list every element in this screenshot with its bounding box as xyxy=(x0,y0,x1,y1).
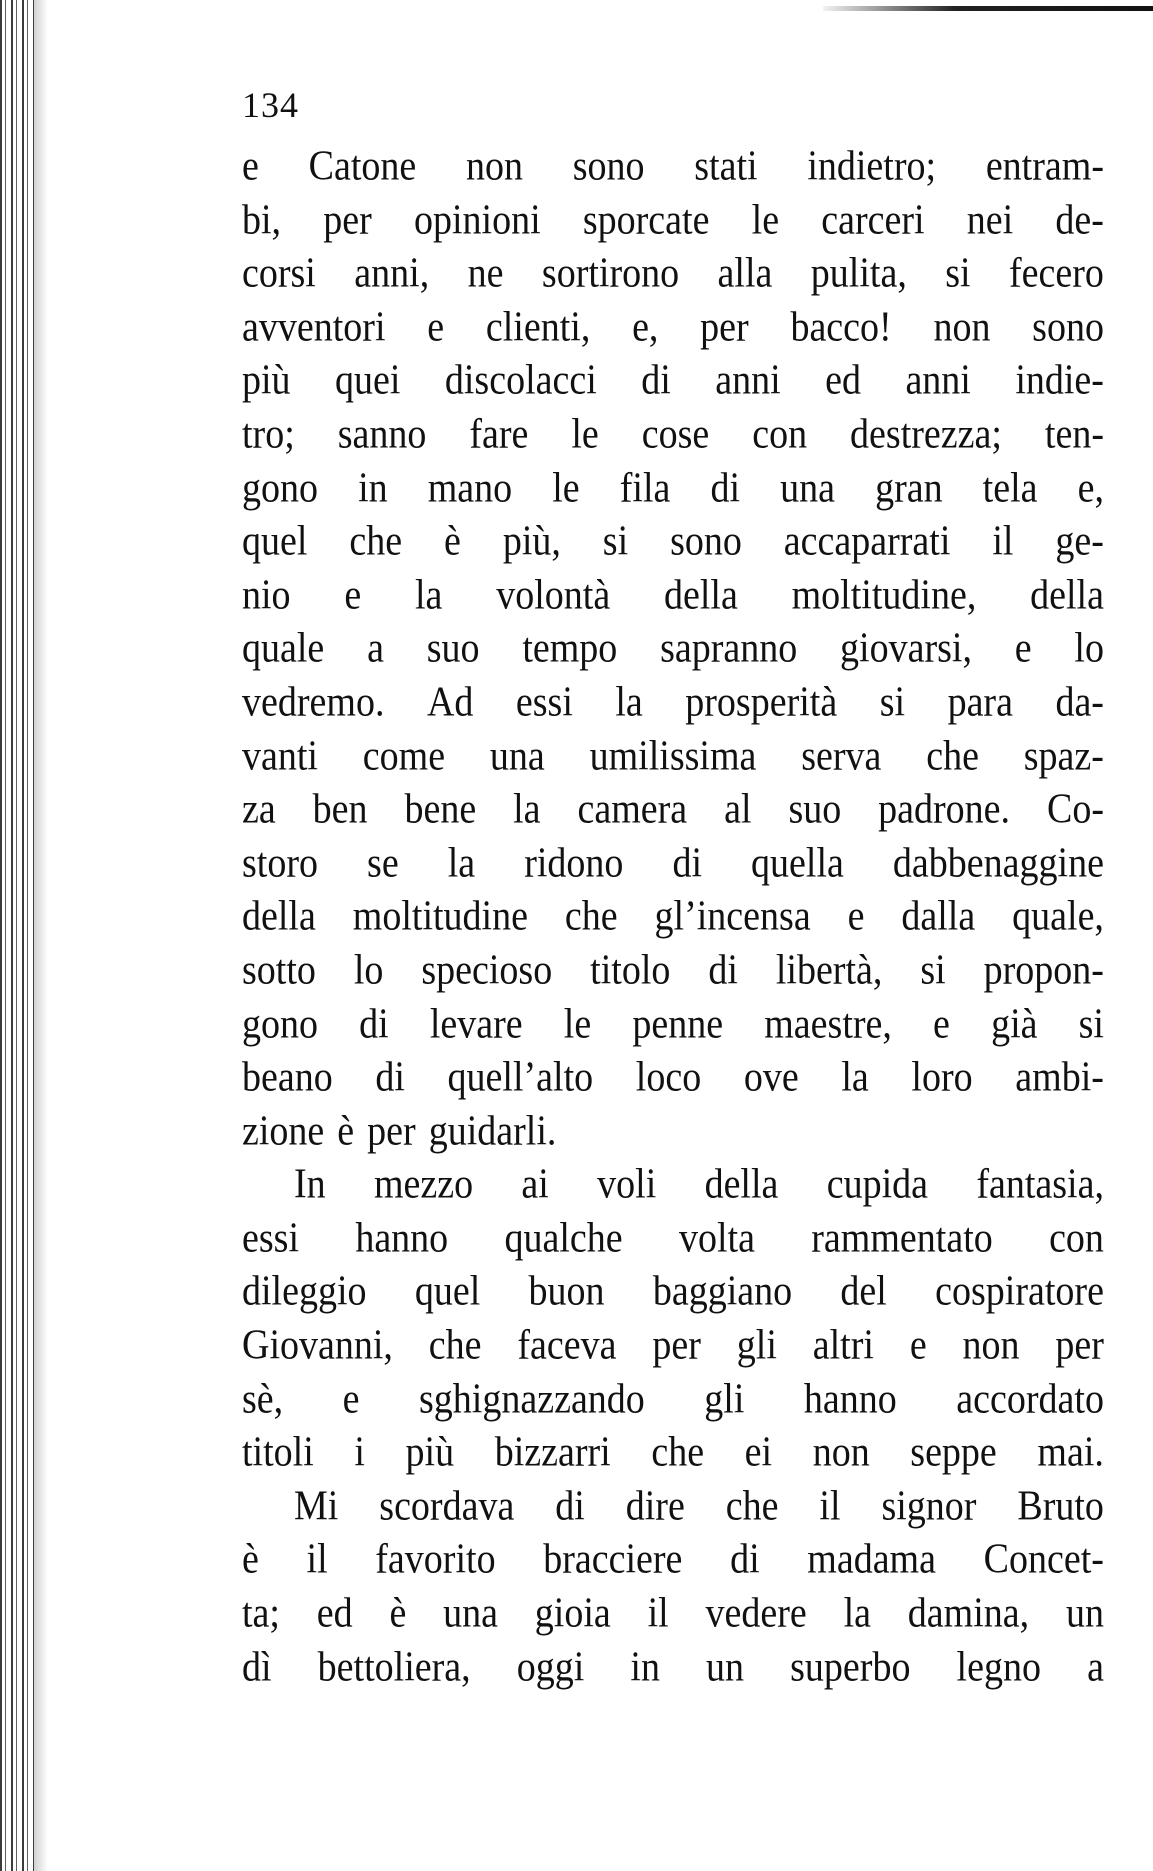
word: gono xyxy=(242,463,318,511)
word: clienti, xyxy=(485,303,591,351)
word: la xyxy=(415,571,443,619)
word: propon- xyxy=(983,946,1104,994)
word: della xyxy=(242,892,316,940)
word: che xyxy=(651,1428,705,1476)
word: de- xyxy=(1055,195,1104,244)
word: è xyxy=(444,517,461,565)
word: specioso xyxy=(421,946,553,994)
word: volontà xyxy=(496,571,611,619)
word: beano xyxy=(242,1053,333,1101)
word: Catone xyxy=(308,142,417,190)
word: za xyxy=(242,785,276,833)
word: levare xyxy=(429,999,523,1047)
text-line xyxy=(242,834,1104,894)
word: di xyxy=(708,946,738,994)
text-line xyxy=(242,405,1104,465)
word: si xyxy=(920,946,946,994)
word: dire xyxy=(625,1482,685,1530)
text-line xyxy=(242,1477,1104,1537)
word: ove xyxy=(743,1053,799,1101)
word: nei xyxy=(966,195,1014,244)
word: nio xyxy=(242,571,291,619)
body-text xyxy=(242,140,1104,1694)
word: para xyxy=(947,678,1013,726)
word: lo xyxy=(1074,624,1104,672)
word: non xyxy=(962,1321,1020,1369)
word: In xyxy=(294,1160,326,1208)
word: mai. xyxy=(1037,1428,1104,1476)
word: ben xyxy=(312,785,368,833)
word: una xyxy=(489,731,545,779)
page-number: 134 xyxy=(242,85,299,125)
word: e, xyxy=(1077,463,1104,511)
word: pulita, xyxy=(810,249,907,297)
word: baggiano xyxy=(652,1267,793,1315)
word: i xyxy=(354,1428,365,1476)
word: e xyxy=(427,303,445,351)
word: accordato xyxy=(956,1375,1104,1423)
word: più xyxy=(242,356,291,404)
word: si xyxy=(1078,999,1104,1047)
word: si xyxy=(879,678,906,726)
word: di xyxy=(710,463,741,511)
word: e xyxy=(242,142,259,190)
word: suo xyxy=(426,624,480,672)
word: accaparrati xyxy=(783,517,951,565)
word: il xyxy=(647,1589,669,1637)
text-line xyxy=(242,351,1104,411)
word: sono xyxy=(572,142,645,190)
word: storo xyxy=(242,839,318,887)
text-line xyxy=(242,726,1104,786)
word: tro; xyxy=(242,410,295,458)
gutter-shadow xyxy=(34,0,48,1871)
word: Giovanni, xyxy=(242,1321,393,1369)
word: sanno xyxy=(337,410,427,458)
word: cupida xyxy=(826,1160,929,1208)
word: la xyxy=(841,1053,869,1101)
word: con xyxy=(752,410,808,458)
word: oggi xyxy=(516,1643,585,1691)
word: una xyxy=(780,463,835,511)
word: ta; xyxy=(242,1589,280,1637)
word: discolacci xyxy=(444,356,597,404)
word: opinioni xyxy=(413,195,541,244)
word: è xyxy=(389,1589,407,1637)
word: si xyxy=(945,249,971,297)
word: già xyxy=(991,999,1038,1047)
word: hanno xyxy=(803,1375,897,1423)
word: Bruto xyxy=(1017,1482,1104,1530)
word: del xyxy=(840,1267,887,1315)
word: che xyxy=(926,731,979,779)
word: prosperità xyxy=(685,678,838,726)
text-line xyxy=(242,1209,1104,1269)
word: dabbenaggine xyxy=(892,839,1104,887)
word: umilissima xyxy=(589,731,757,779)
word: avventori xyxy=(242,303,386,351)
text-line xyxy=(242,512,1104,572)
word: ed xyxy=(316,1589,353,1637)
word: di xyxy=(641,356,671,404)
word: fecero xyxy=(1009,249,1104,297)
word: dileggio xyxy=(242,1267,367,1315)
word: lo xyxy=(353,946,384,994)
word: e xyxy=(344,571,362,619)
word: giovarsi, xyxy=(840,624,972,672)
text-line xyxy=(242,244,1104,304)
top-edge-rule xyxy=(823,6,1153,11)
word: hanno xyxy=(355,1214,449,1262)
word: entram- xyxy=(985,142,1104,190)
word: corsi xyxy=(242,249,316,297)
word: Ad xyxy=(426,678,474,726)
text-line xyxy=(242,190,1104,250)
word: stati xyxy=(694,142,758,190)
word: e xyxy=(847,892,865,940)
text-line xyxy=(242,941,1104,1001)
text-line xyxy=(242,619,1104,679)
word: sono xyxy=(670,517,742,565)
word: della xyxy=(704,1160,779,1208)
text-line xyxy=(242,1584,1104,1644)
word: voli xyxy=(597,1160,657,1208)
word: di xyxy=(375,1053,405,1101)
word: gioia xyxy=(534,1589,611,1637)
word: la xyxy=(615,678,643,726)
word: è xyxy=(337,1107,355,1155)
text-line xyxy=(242,1530,1104,1590)
word: per xyxy=(1055,1321,1104,1369)
word: la xyxy=(843,1589,871,1637)
word: madama xyxy=(807,1535,936,1583)
word: titoli xyxy=(242,1428,314,1476)
word: guidarli. xyxy=(428,1107,557,1155)
word: loro xyxy=(911,1053,973,1101)
word: sono xyxy=(1032,303,1104,351)
word: zione xyxy=(242,1107,325,1155)
text-line xyxy=(242,566,1104,626)
word: mano xyxy=(427,463,513,511)
word: camera xyxy=(577,785,688,833)
word: bi, xyxy=(242,195,282,244)
word: gl’incensa xyxy=(654,892,811,940)
word: cose xyxy=(641,410,710,458)
word: ai xyxy=(521,1160,549,1208)
word: vedremo. xyxy=(242,678,385,726)
word: in xyxy=(630,1643,660,1691)
word: e xyxy=(342,1375,360,1423)
word: che xyxy=(725,1482,779,1530)
word: altri xyxy=(812,1321,874,1369)
text-line xyxy=(242,887,1104,947)
word: spaz- xyxy=(1023,731,1104,779)
word: favorito xyxy=(375,1535,496,1583)
word: bacco! xyxy=(790,303,892,351)
word: Co- xyxy=(1046,785,1104,833)
text-line xyxy=(242,673,1104,733)
word: fantasia, xyxy=(976,1160,1104,1208)
word: tela xyxy=(982,463,1038,511)
word: ed xyxy=(825,356,861,404)
word: fare xyxy=(469,410,529,458)
word: ambi- xyxy=(1015,1053,1104,1101)
word: quale xyxy=(242,624,325,672)
word: sghignazzando xyxy=(419,1375,645,1423)
text-line xyxy=(242,298,1104,358)
word: indietro; xyxy=(807,142,937,190)
word: seppe xyxy=(910,1428,997,1476)
word: anni, xyxy=(354,249,430,297)
word: un xyxy=(706,1643,745,1691)
word: e xyxy=(909,1321,927,1369)
word: non xyxy=(812,1428,870,1476)
word: il xyxy=(992,517,1014,565)
word: bizzarri xyxy=(494,1428,611,1476)
word: sporcate xyxy=(582,195,710,244)
word: è xyxy=(242,1535,259,1583)
word: non xyxy=(933,303,991,351)
word: ne xyxy=(467,249,504,297)
word: penne xyxy=(632,999,724,1047)
word: di xyxy=(359,999,389,1047)
word: il xyxy=(306,1535,328,1583)
word: a xyxy=(1087,1643,1104,1691)
word: un xyxy=(1065,1589,1104,1637)
word: moltitudine xyxy=(352,892,528,940)
word: legno xyxy=(956,1643,1041,1691)
word: le xyxy=(563,999,592,1047)
word: quel xyxy=(414,1267,481,1315)
word: bene xyxy=(404,785,477,833)
book-spine-shadow xyxy=(0,0,34,1871)
word: in xyxy=(358,463,388,511)
word: essi xyxy=(242,1214,299,1262)
word: vanti xyxy=(242,731,318,779)
word: si xyxy=(602,517,629,565)
word: superbo xyxy=(790,1643,911,1691)
word: quei xyxy=(335,356,401,404)
word: destrezza; xyxy=(850,410,1002,458)
word: come xyxy=(362,731,446,779)
word: per xyxy=(652,1321,701,1369)
word: che xyxy=(349,517,403,565)
word: per xyxy=(367,1107,416,1155)
word: rammentato xyxy=(811,1214,993,1262)
word: le xyxy=(751,195,780,244)
word: da- xyxy=(1055,678,1104,726)
word: se xyxy=(367,839,399,887)
word: cospiratore xyxy=(935,1267,1104,1315)
word: per xyxy=(700,303,749,351)
word: sapranno xyxy=(660,624,798,672)
word: Concet- xyxy=(983,1535,1104,1583)
word: signor xyxy=(881,1482,977,1530)
word: di xyxy=(672,839,702,887)
word: faceva xyxy=(517,1321,617,1369)
word: quel xyxy=(242,517,308,565)
word: la xyxy=(513,785,541,833)
text-line xyxy=(242,1101,1104,1161)
word: essi xyxy=(515,678,573,726)
word: più, xyxy=(502,517,561,565)
word: gli xyxy=(736,1321,777,1369)
word: una xyxy=(443,1589,498,1637)
word: scordava xyxy=(379,1482,515,1530)
word: della xyxy=(663,571,738,619)
word: quell’alto xyxy=(447,1053,594,1101)
word: gli xyxy=(704,1375,745,1423)
text-line xyxy=(242,1316,1104,1376)
word: carceri xyxy=(821,195,925,244)
word: fila xyxy=(619,463,671,511)
word: sè, xyxy=(242,1375,284,1423)
word: bettoliera, xyxy=(317,1643,471,1691)
text-line xyxy=(242,1048,1104,1108)
word: dì xyxy=(242,1643,272,1691)
word: la xyxy=(447,839,476,887)
word: che xyxy=(428,1321,482,1369)
word: della xyxy=(1030,571,1104,619)
word: bracciere xyxy=(543,1535,683,1583)
word: le xyxy=(552,463,580,511)
text-line xyxy=(242,780,1104,840)
text-line xyxy=(242,1262,1104,1322)
word: quella xyxy=(751,839,844,887)
word: loco xyxy=(635,1053,702,1101)
word: serva xyxy=(801,731,882,779)
word: e xyxy=(1014,624,1032,672)
word: qualche xyxy=(504,1214,623,1262)
text-line xyxy=(242,1369,1104,1429)
word: alla xyxy=(717,249,773,297)
word: Mi xyxy=(294,1482,339,1530)
word: anni xyxy=(905,356,971,404)
word: padrone. xyxy=(878,785,1011,833)
text-line xyxy=(242,458,1104,518)
word: libertà, xyxy=(775,946,883,994)
word: ei xyxy=(744,1428,773,1476)
text-line xyxy=(242,1423,1104,1483)
word: maestre, xyxy=(764,999,892,1047)
word: non xyxy=(465,142,523,190)
word: ridono xyxy=(524,839,624,887)
word: e xyxy=(933,999,950,1047)
word: e, xyxy=(632,303,659,351)
word: indie- xyxy=(1015,356,1104,404)
word: al xyxy=(724,785,752,833)
text-line xyxy=(242,994,1104,1054)
word: sortirono xyxy=(541,249,680,297)
text-line xyxy=(242,1637,1104,1697)
word: suo xyxy=(788,785,842,833)
word: le xyxy=(571,410,599,458)
word: ten- xyxy=(1044,410,1104,458)
word: vedere xyxy=(705,1589,807,1637)
word: gran xyxy=(875,463,943,511)
word: ge- xyxy=(1055,517,1104,565)
word: gono xyxy=(242,999,318,1047)
word: anni xyxy=(715,356,781,404)
word: più xyxy=(405,1428,455,1476)
word: volta xyxy=(678,1214,755,1262)
word: mezzo xyxy=(373,1160,474,1208)
word: il xyxy=(819,1482,841,1530)
text-line xyxy=(242,1155,1104,1215)
word: damina, xyxy=(907,1589,1030,1637)
word: dalla xyxy=(901,892,976,940)
text-line xyxy=(242,137,1104,197)
word: a xyxy=(367,624,384,672)
word: di xyxy=(555,1482,585,1530)
word: con xyxy=(1049,1214,1104,1262)
word: per xyxy=(323,195,372,244)
word: di xyxy=(730,1535,760,1583)
word: quale, xyxy=(1012,892,1104,940)
word: sotto xyxy=(242,946,316,994)
word: che xyxy=(564,892,618,940)
word: titolo xyxy=(590,946,671,994)
word: moltitudine, xyxy=(791,571,977,619)
word: tempo xyxy=(522,624,618,672)
word: buon xyxy=(528,1267,605,1315)
